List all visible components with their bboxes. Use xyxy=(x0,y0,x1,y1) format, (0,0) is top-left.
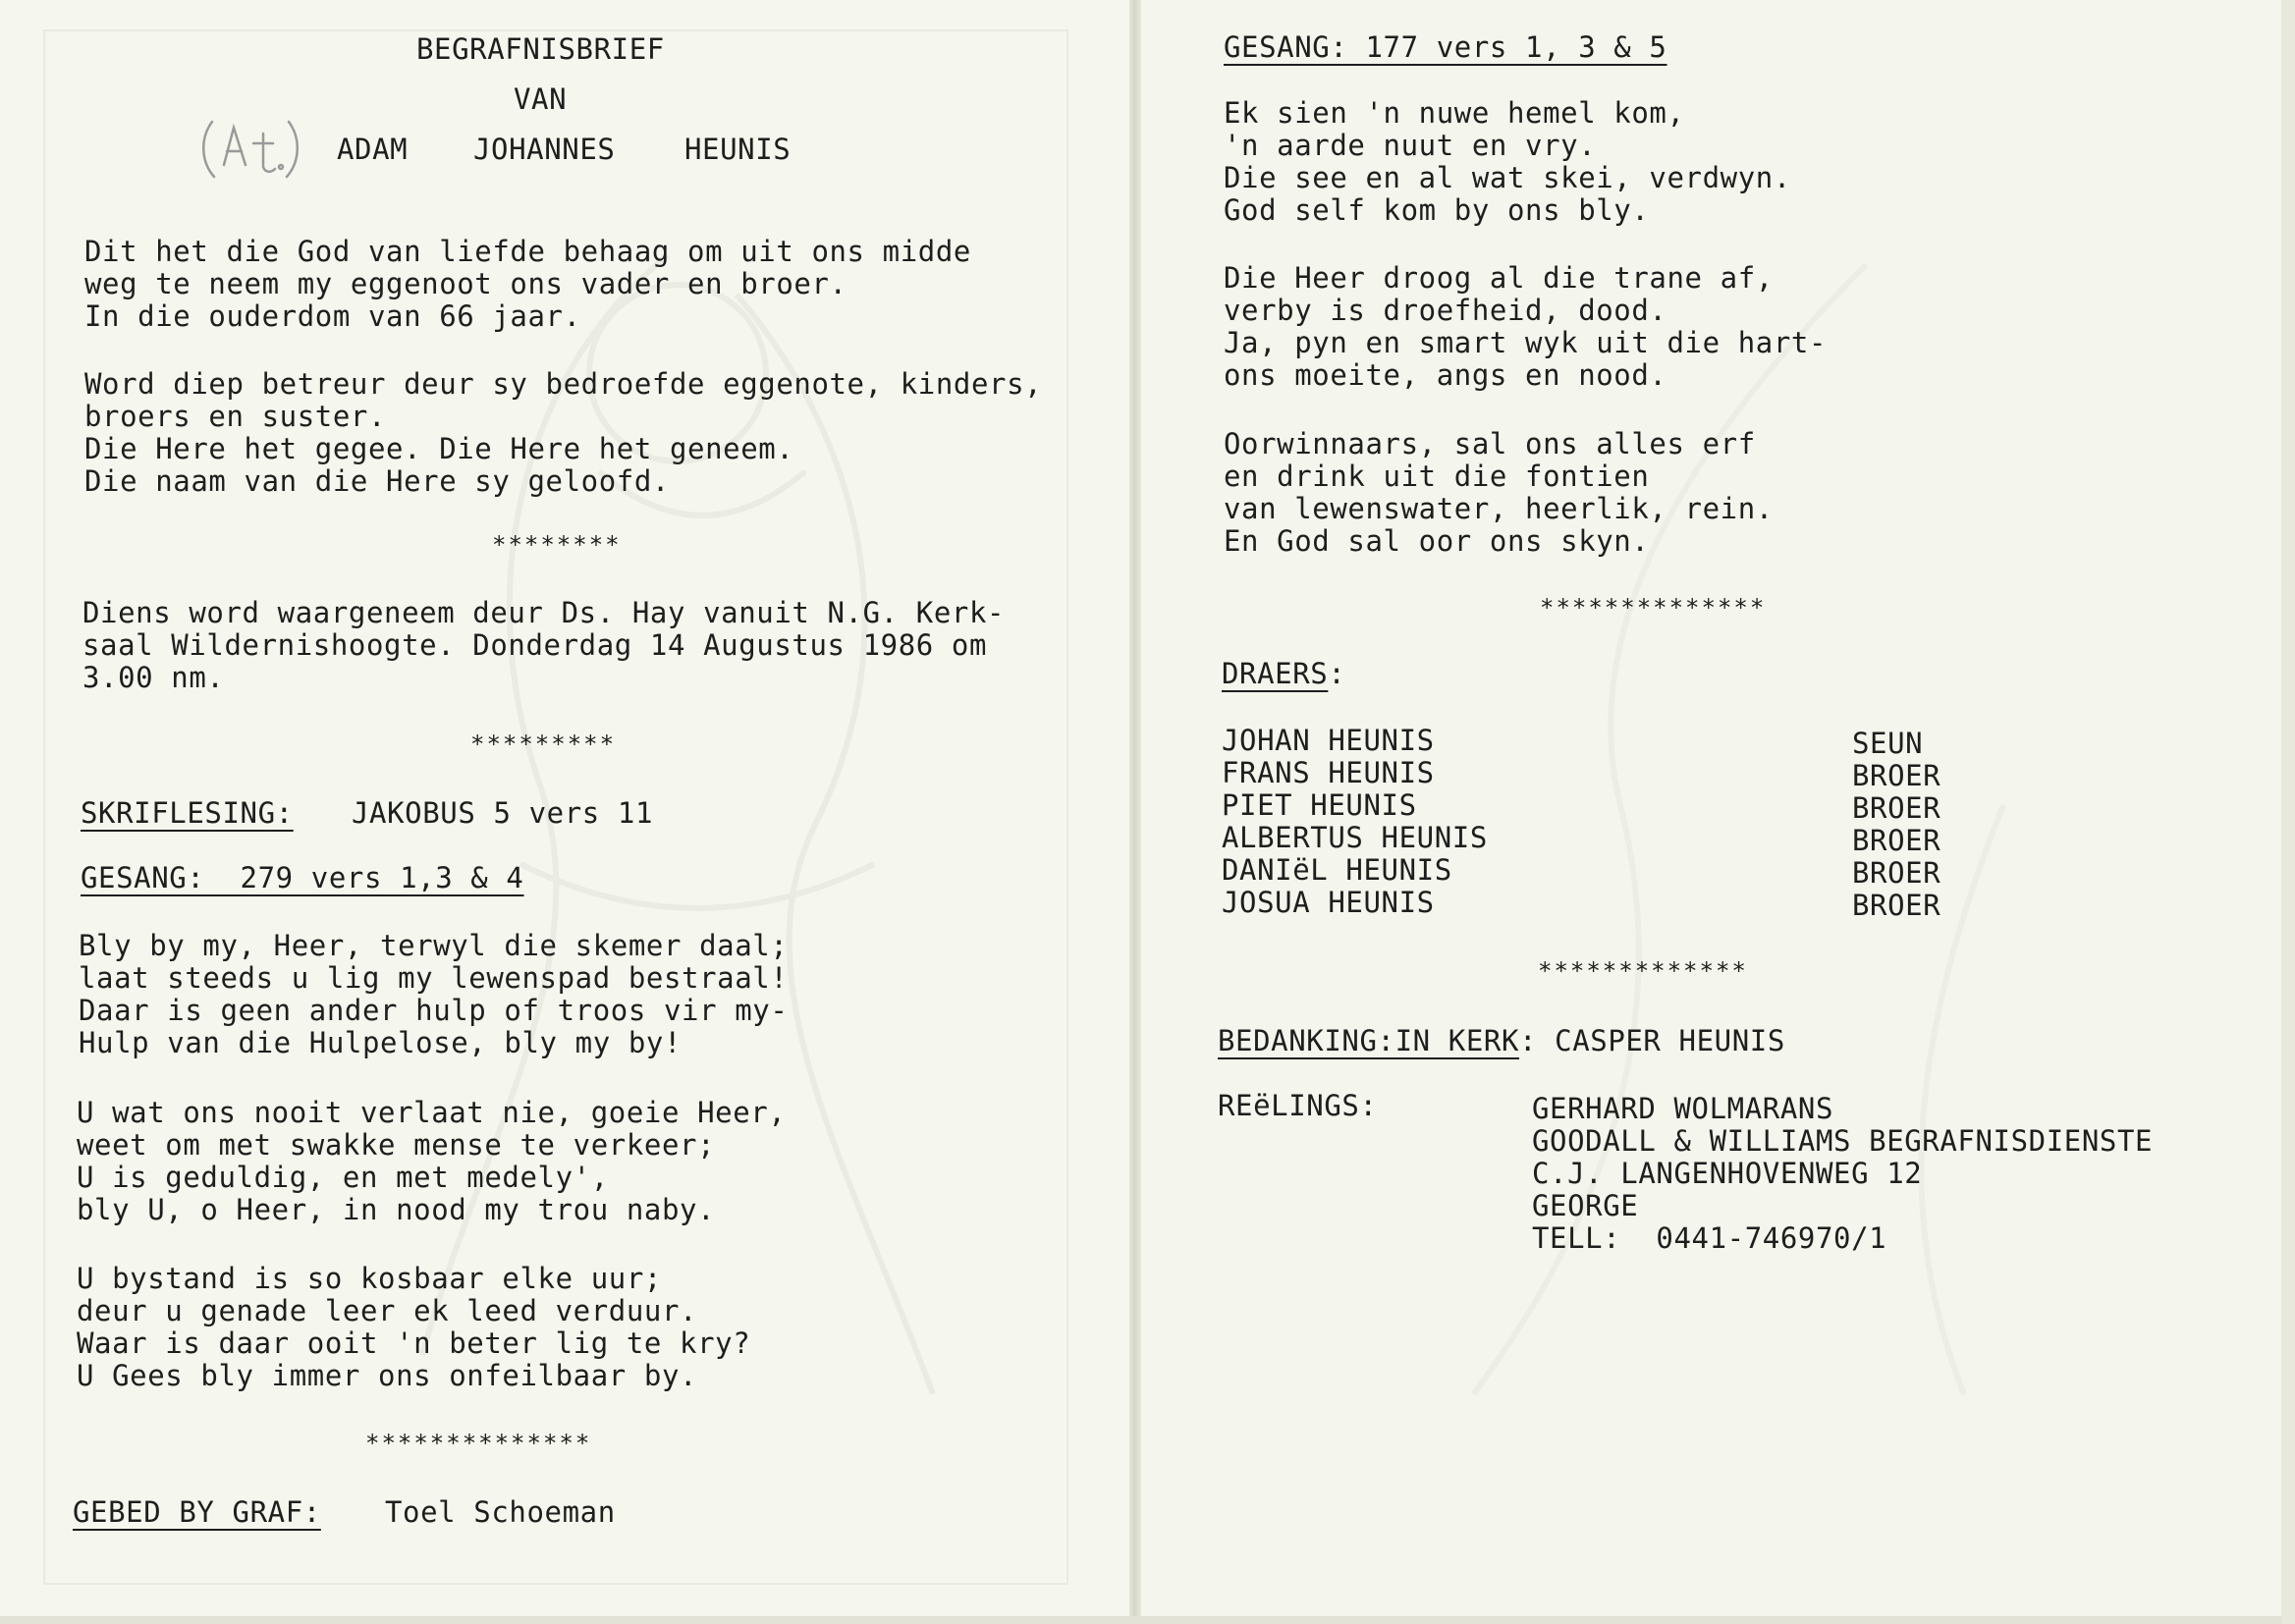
intro-line: In die ouderdom van 66 jaar. xyxy=(84,299,581,333)
arrangements-label: REëLINGS: xyxy=(1218,1089,1378,1122)
hymn-177-verse-2 xyxy=(1224,262,1827,392)
hymn-279-label: GESANG: 279 vers 1,3 & 4 xyxy=(81,861,524,894)
intro-line: weg te neem my eggenoot ons vader en broer. xyxy=(84,267,847,300)
verse-line: U Gees bly immer ons onfeilbaar by. xyxy=(77,1359,698,1392)
verse-line: Ek sien 'n nuwe hemel kom, xyxy=(1224,96,1685,130)
hymn-177-verse-1 xyxy=(1224,97,1791,227)
thanks-line xyxy=(1218,1025,1785,1057)
verse-line: Ja, pyn en smart wyk uit die hart- xyxy=(1224,326,1828,359)
verse-line: U bystand is so kosbaar elke uur; xyxy=(77,1262,662,1295)
arrangements-line: TELL: 0441-746970/1 xyxy=(1532,1221,1887,1255)
service-line: saal Wildernishoogte. Donderdag 14 Augustus 1986 om xyxy=(82,628,988,662)
bearer-name: JOHAN HEUNIS xyxy=(1222,724,1435,757)
verse-line: verby is droefheid, dood. xyxy=(1224,294,1667,327)
graveside-prayer-value: Toel Schoeman xyxy=(385,1495,616,1529)
verse-line: God self kom by ons bly. xyxy=(1224,193,1650,227)
hymn-279-verse-1 xyxy=(79,930,788,1059)
intro-line: Dit het die God van liefde behaag om uit ons midde xyxy=(84,235,971,268)
separator-stars: ************** xyxy=(365,1430,592,1457)
mourn-line: Word diep betreur deur sy bedroefde eggenote, kinders, xyxy=(84,367,1043,401)
verse-line: Bly by my, Heer, terwyl die skemer daal; xyxy=(79,929,789,962)
thanks-value: : CASPER HEUNIS xyxy=(1519,1024,1785,1057)
service-paragraph xyxy=(82,597,1005,694)
bearers-label: DRAERS xyxy=(1222,657,1329,690)
bearer-name: FRANS HEUNIS xyxy=(1222,756,1435,789)
arrangements-details xyxy=(1532,1093,2153,1255)
bearers-heading xyxy=(1222,658,1345,690)
hymn-177-verse-3 xyxy=(1224,428,1774,558)
bearer-relation: BROER xyxy=(1852,791,1941,825)
verse-line: Die Heer droog al die trane af, xyxy=(1224,261,1774,295)
arrangements-line: GEORGE xyxy=(1532,1189,1639,1222)
separator-stars: ******** xyxy=(492,531,622,559)
bearer-name: ALBERTUS HEUNIS xyxy=(1222,821,1488,854)
mourn-line: Die naam van die Here sy geloofd. xyxy=(84,464,670,498)
verse-line: Waar is daar ooit 'n beter lig te kry? xyxy=(77,1326,751,1360)
verse-line: U is geduldig, en met medely', xyxy=(77,1161,609,1194)
scripture-reading-label: SKRIFLESING: xyxy=(81,796,294,830)
arrangements-line: GOODALL & WILLIAMS BEGRAFNISDIENSTE xyxy=(1532,1124,2154,1158)
mourn-line: broers en suster. xyxy=(84,400,387,433)
service-line: Diens word waargeneem deur Ds. Hay vanuit N.G. Kerk- xyxy=(82,596,1006,629)
bearer-name: DANIëL HEUNIS xyxy=(1222,853,1452,887)
bearer-relation: SEUN xyxy=(1852,727,1924,760)
scripture-reading-value: JAKOBUS 5 vers 11 xyxy=(352,796,654,830)
verse-line: deur u genade leer ek leed verduur. xyxy=(77,1294,698,1327)
mourn-paragraph xyxy=(84,368,1042,498)
verse-line: laat steeds u lig my lewenspad bestraal! xyxy=(79,961,789,995)
graveside-prayer-label: GEBED BY GRAF: xyxy=(73,1495,321,1529)
verse-line: bly U, o Heer, in nood my trou naby. xyxy=(77,1193,716,1226)
verse-line: van lewenswater, heerlik, rein. xyxy=(1224,492,1774,525)
verse-line: U wat ons nooit verlaat nie, goeie Heer, xyxy=(77,1096,787,1129)
thanks-label: BEDANKING:IN KERK xyxy=(1218,1024,1520,1057)
hymn-279-verse-2 xyxy=(77,1097,786,1226)
separator-stars: ************* xyxy=(1538,957,1748,985)
service-line: 3.00 nm. xyxy=(82,661,225,694)
verse-line: Daar is geen ander hulp of troos vir my- xyxy=(79,994,789,1027)
verse-line: ons moeite, angs en nood. xyxy=(1224,358,1667,392)
verse-line: Die see en al wat skei, verdwyn. xyxy=(1224,161,1791,194)
paper-right-edge xyxy=(2281,0,2295,1624)
verse-line: en drink uit die fontien xyxy=(1224,460,1650,493)
bearer-relation: BROER xyxy=(1852,824,1941,857)
verse-line: En God sal oor ons skyn. xyxy=(1224,524,1650,558)
paper-bottom-edge xyxy=(0,1616,2295,1624)
bearer-name: PIET HEUNIS xyxy=(1222,788,1417,822)
verse-line: Oorwinnaars, sal ons alles erf xyxy=(1224,427,1756,460)
intro-paragraph xyxy=(84,236,971,333)
deceased-first-name: ADAM xyxy=(337,133,409,166)
bearer-name: JOSUA HEUNIS xyxy=(1222,886,1435,919)
title-van: VAN xyxy=(514,82,568,116)
verse-line: 'n aarde nuut en vry. xyxy=(1224,129,1597,162)
bearers-names xyxy=(1222,725,1488,919)
verse-line: Hulp van die Hulpelose, bly my by! xyxy=(79,1026,683,1059)
bearers-relations xyxy=(1852,728,1940,922)
deceased-last-name: HEUNIS xyxy=(684,133,792,166)
separator-stars: ********* xyxy=(470,731,617,758)
deceased-middle-name: JOHANNES xyxy=(473,133,616,166)
hymn-177-label: GESANG: 177 vers 1, 3 & 5 xyxy=(1224,30,1667,64)
hymn-279-verse-3 xyxy=(77,1263,750,1392)
verse-line: weet om met swakke mense te verkeer; xyxy=(77,1128,716,1162)
mourn-line: Die Here het gegee. Die Here het geneem. xyxy=(84,432,794,465)
bearer-relation: BROER xyxy=(1852,759,1941,792)
bearers-colon: : xyxy=(1328,657,1346,690)
pencil-annotation xyxy=(194,116,304,183)
bearer-relation: BROER xyxy=(1852,856,1941,890)
arrangements-line: GERHARD WOLMARANS xyxy=(1532,1092,1834,1125)
bearer-relation: BROER xyxy=(1852,889,1941,922)
center-fold xyxy=(1129,0,1141,1624)
arrangements-line: C.J. LANGENHOVENWEG 12 xyxy=(1532,1157,1923,1190)
letter-title: BEGRAFNISBRIEF xyxy=(416,32,665,66)
separator-stars: ************** xyxy=(1540,594,1767,622)
